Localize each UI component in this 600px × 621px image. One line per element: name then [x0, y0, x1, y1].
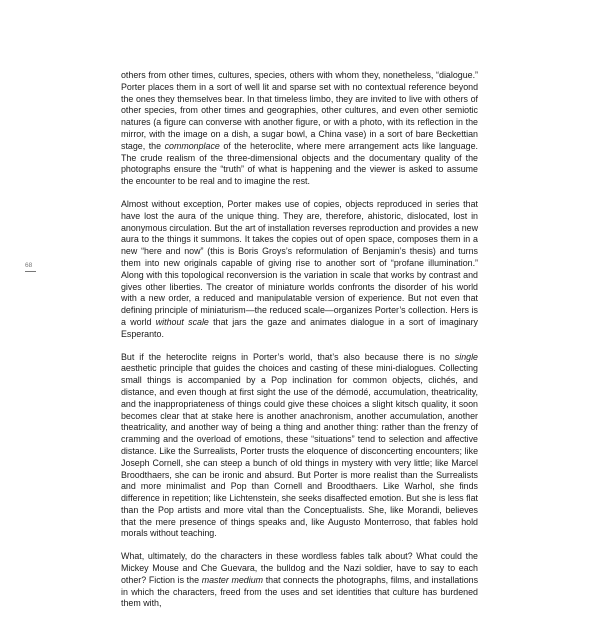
- italic-phrase: single: [454, 351, 478, 362]
- text-run: that connects the photographs, films, and installations in which the characters, freed from the uses and set identities that culture has burdened them with,: [121, 574, 479, 609]
- italic-phrase: commonplace: [164, 140, 220, 151]
- text-run: of the heteroclite, where mere arrangement acts like language. The crude realism of the three-dimensional objects and the documentary quality of the photographs ensure the “truth” of what is happening and the viewer is asked to assume the encounter to be real and to imagine the rest.: [121, 140, 479, 187]
- paragraph-3: [121, 352, 478, 541]
- body-text: [121, 70, 478, 621]
- text-run: that jars the gaze and animates dialogue in a sort of imaginary Esperanto.: [121, 316, 478, 339]
- page-number: 68: [25, 262, 33, 269]
- text-run: aesthetic principle that guides the choices and casting of these mini-dialogues. Collecting small things is accompanied by a Pop inclination for common objects, clichés, and distance, and even though at first sight the use of the démodé, accumulation, theatricality, and the inappropriateness of things could give these choices a slight kitsch quality, it soon becomes clear that at stake here is another anachronism, another accumulation, another theatricality, and another way of being a thing and another thing: rather than the frenzy of cramming and the overload of emotions, these “situations” tend to selection and affective distance. Like the Surrealists, Porter trusts the eloquence of disconcerting encounters; like Joseph Cornell, she can steep a bunch of old things in mystery with very little; like Marcel Broodthaers, she can be ironic and absurd. But Porter is more realist than the Surrealists and more minimalist and Pop than Cornell and Broodthaers. Like Warhol, she finds difference in repetition; like Lichtenstein, she seeks disaffected emotion. But she is less flat than the Pop artists and more vital than the Conceptualists. She, like Morandi, believes that the mere presence of things speaks and, like Augusto Monterroso, that fables hold morals without teaching.: [121, 363, 478, 539]
- text-run: But if the heteroclite reigns in Porter’s world, that’s also because there is no: [121, 351, 455, 362]
- italic-phrase: without scale: [155, 316, 209, 327]
- text-run: Almost without exception, Porter makes use of copies, objects reproduced in series that have lost the aura of the unique thing. They are, therefore, ahistoric, dislocated, lost in anonymous circulation. But the art of installation reverses reproduction and provides a new aura to the things it summons. It takes the copies out of open space, composes them in a new “here and now” (this is Boris Groys’s reformulation of Benjamin’s thesis) and turns them into new originals capable of giving rise to another sort of “profane illumination.” Along with this topological reconversion is the variation in scale that works by contrast and gives other liberties. The creator of miniature worlds confronts the disorder of his world with a new order, a reduced and manipulatable version of experience. But not even that defining principle of miniaturism—the reduced scale—organizes Porter’s collection. Hers is a world: [121, 198, 478, 327]
- text-run: What, ultimately, do the characters in these wordless fables talk about? What could the Mickey Mouse and Che Guevara, the bulldog and the Nazi soldier, have to say to each other? Fiction is the: [121, 551, 478, 585]
- page-number-block: [25, 262, 37, 272]
- text-run: others from other times, cultures, species, others with whom they, nonetheless, “dialogue.” Porter places them in a sort of well lit and sparse set with no contextual reference beyond the ones they themselves bear. In that timeless limbo, they are invited to live with others of other species, from other times and geographies, other cultures, and even other semiotic natures (a figure can converse with another figure, or with a photo, with its reflection in the mirror, with the image on a dish, a sugar bowl, a China vase) in a sort of bare Beckettian stage, the: [121, 70, 478, 151]
- paragraph-2: [121, 199, 478, 341]
- italic-phrase: master medium: [201, 574, 264, 585]
- page-number-rule: [25, 271, 36, 272]
- paragraph-1: [121, 70, 478, 188]
- paragraph-4: [121, 551, 478, 610]
